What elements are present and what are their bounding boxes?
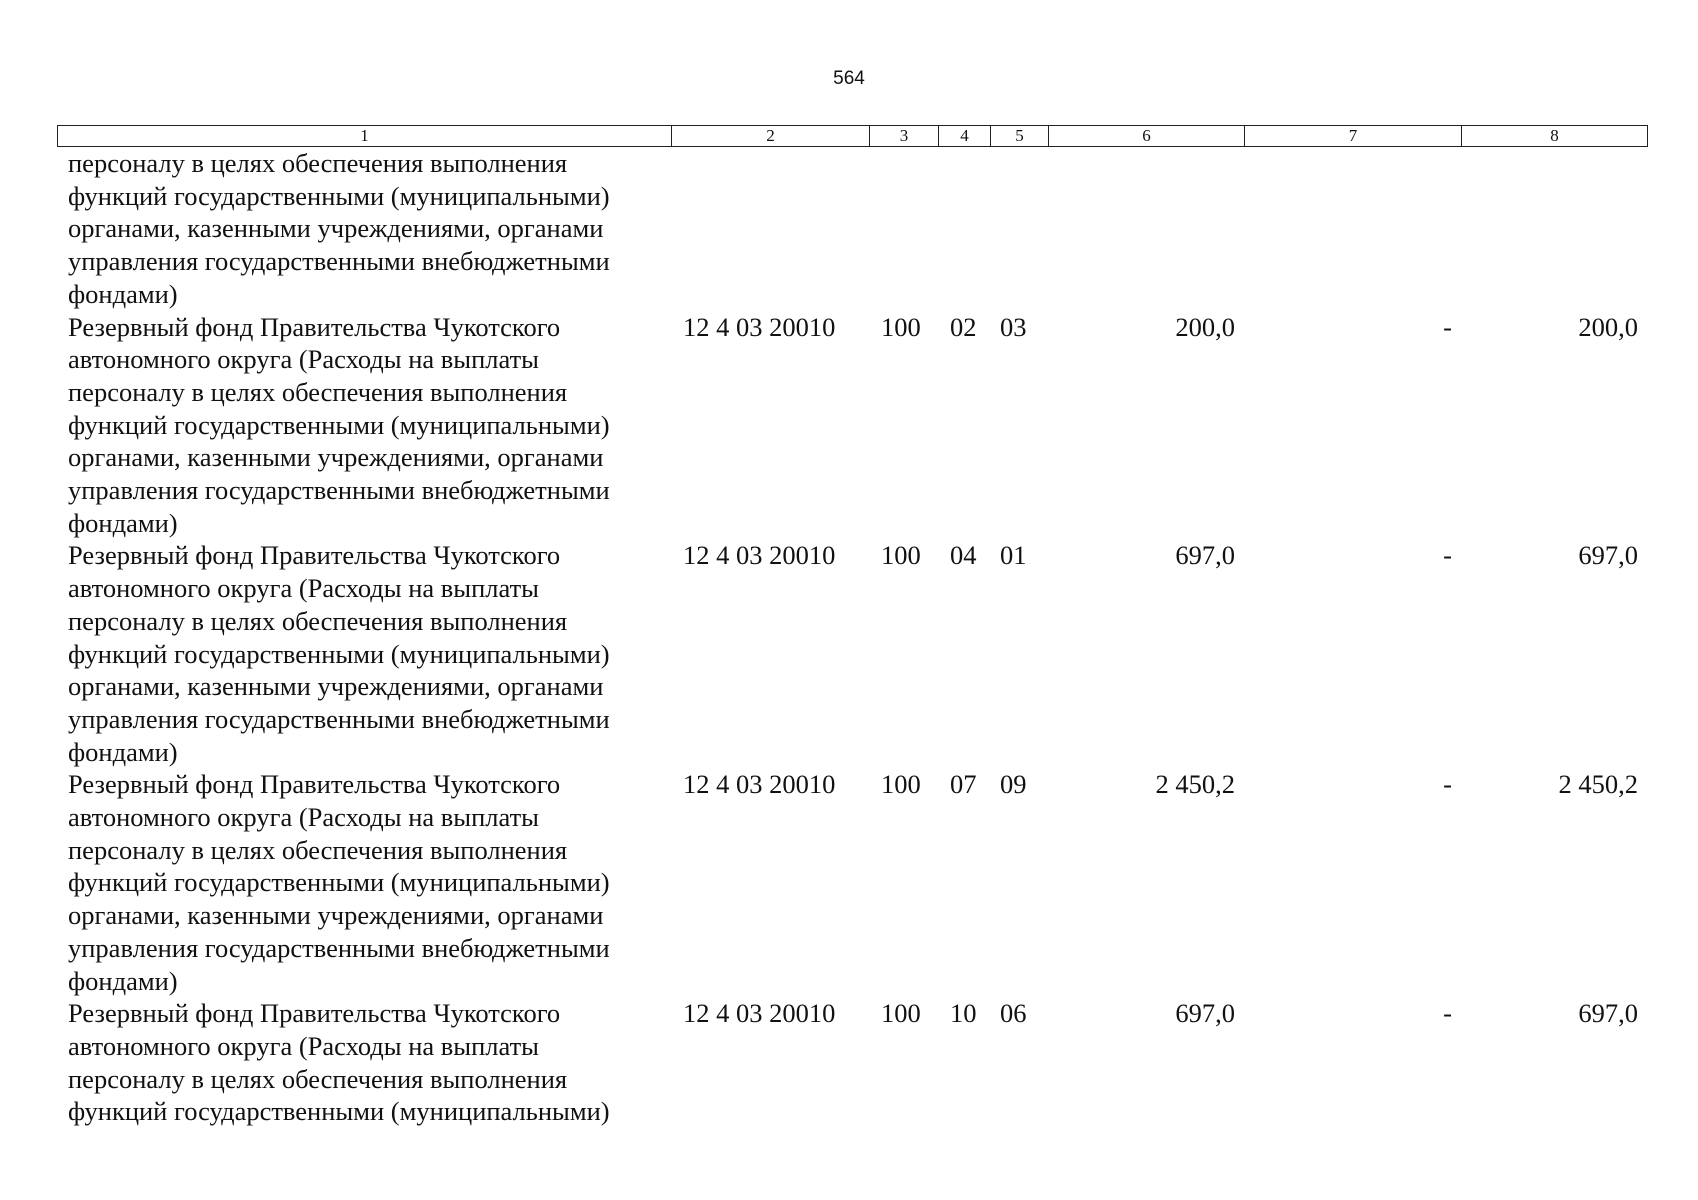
item-name-line: Резервный фонд Правительства Чукотского <box>68 311 561 342</box>
header-col-1: 1 <box>57 125 672 147</box>
expense-type-cell: 100 <box>881 998 921 1029</box>
item-name-line: органами, казенными учреждениями, органами <box>68 900 604 931</box>
budget-code-cell: 12 4 03 20010 <box>683 769 836 800</box>
total-cell: 697,0 <box>1578 998 1638 1029</box>
subsection-cell <box>991 147 1049 311</box>
amount-cell: 2 450,2 <box>1155 769 1235 800</box>
total-cell: 697,0 <box>1578 540 1638 571</box>
item-name-cell <box>57 997 672 1128</box>
item-name-line: функций государственными (муниципальными) <box>68 180 610 211</box>
item-name-line: фондами) <box>68 507 178 538</box>
header-col-6: 6 <box>1049 125 1245 147</box>
header-col-8: 8 <box>1462 125 1648 147</box>
item-name-line: функций государственными (муниципальными) <box>68 409 610 440</box>
item-name-line: функций государственными (муниципальными) <box>68 1096 610 1127</box>
total-cell <box>1462 147 1648 311</box>
change-cell: - <box>1443 769 1452 800</box>
change-cell <box>1245 147 1462 311</box>
amount-cell: 697,0 <box>1175 540 1235 571</box>
budget-code-cell: 12 4 03 20010 <box>683 540 836 571</box>
expense-type-cell: 100 <box>881 769 921 800</box>
item-name-line: Резервный фонд Правительства Чукотского <box>68 540 561 571</box>
item-name-line: автономного округа (Расходы на выплаты <box>68 1030 539 1061</box>
total-cell: 200,0 <box>1578 311 1638 342</box>
item-name-line: персоналу в целях обеспечения выполнения <box>68 1063 568 1094</box>
budget-code-cell <box>672 147 870 311</box>
header-col-4: 4 <box>939 125 991 147</box>
expense-type-cell <box>870 147 939 311</box>
item-name-cell <box>57 539 672 768</box>
item-name-line: персоналу в целях обеспечения выполнения <box>68 376 568 407</box>
item-name-line: фондами) <box>68 278 178 309</box>
subsection-cell: 06 <box>1000 998 1027 1029</box>
item-name-line: органами, казенными учреждениями, органами <box>68 442 604 473</box>
expense-type-cell: 100 <box>881 540 921 571</box>
item-name-cell <box>57 311 672 540</box>
item-name-line: функций государственными (муниципальными) <box>68 867 610 898</box>
item-name-line: персоналу в целях обеспечения выполнения <box>68 148 568 178</box>
item-name-line: фондами) <box>68 736 178 767</box>
budget-code-cell: 12 4 03 20010 <box>683 311 836 342</box>
header-col-7: 7 <box>1245 125 1462 147</box>
page-number: 564 <box>833 68 865 89</box>
budget-table <box>57 125 1648 1128</box>
subsection-cell: 09 <box>1000 769 1027 800</box>
amount-cell: 697,0 <box>1175 998 1235 1029</box>
item-name-line: управления государственными внебюджетными <box>68 475 610 506</box>
section-cell: 04 <box>950 540 977 571</box>
item-name-line: управления государственными внебюджетными <box>68 246 610 277</box>
budget-code-cell: 12 4 03 20010 <box>683 998 836 1029</box>
expense-type-cell: 100 <box>881 311 921 342</box>
item-name-line: управления государственными внебюджетными <box>68 703 610 734</box>
header-col-5: 5 <box>991 125 1049 147</box>
item-name-line: органами, казенными учреждениями, органами <box>68 213 604 244</box>
change-cell: - <box>1443 998 1452 1029</box>
item-name-line: функций государственными (муниципальными) <box>68 638 610 669</box>
item-name-line: автономного округа (Расходы на выплаты <box>68 344 539 375</box>
total-cell: 2 450,2 <box>1558 769 1638 800</box>
change-cell: - <box>1443 311 1452 342</box>
item-name-cell <box>57 768 672 997</box>
item-name-line: управления государственными внебюджетными <box>68 932 610 963</box>
section-cell <box>939 147 991 311</box>
amount-cell <box>1049 147 1245 311</box>
item-name-line: органами, казенными учреждениями, органами <box>68 671 604 702</box>
section-cell: 10 <box>950 998 977 1029</box>
subsection-cell: 01 <box>1000 540 1027 571</box>
header-col-2: 2 <box>672 125 870 147</box>
section-cell: 07 <box>950 769 977 800</box>
item-name-line: персоналу в целях обеспечения выполнения <box>68 834 568 865</box>
amount-cell: 200,0 <box>1175 311 1235 342</box>
subsection-cell: 03 <box>1000 311 1027 342</box>
item-name-line: автономного округа (Расходы на выплаты <box>68 802 539 833</box>
change-cell: - <box>1443 540 1452 571</box>
item-name-line: фондами) <box>68 965 178 996</box>
item-name-cell <box>57 147 672 311</box>
item-name-line: Резервный фонд Правительства Чукотского <box>68 998 561 1029</box>
item-name-line: автономного округа (Расходы на выплаты <box>68 573 539 604</box>
item-name-line: персоналу в целях обеспечения выполнения <box>68 605 568 636</box>
section-cell: 02 <box>950 311 977 342</box>
item-name-line: Резервный фонд Правительства Чукотского <box>68 769 561 800</box>
header-col-3: 3 <box>870 125 939 147</box>
